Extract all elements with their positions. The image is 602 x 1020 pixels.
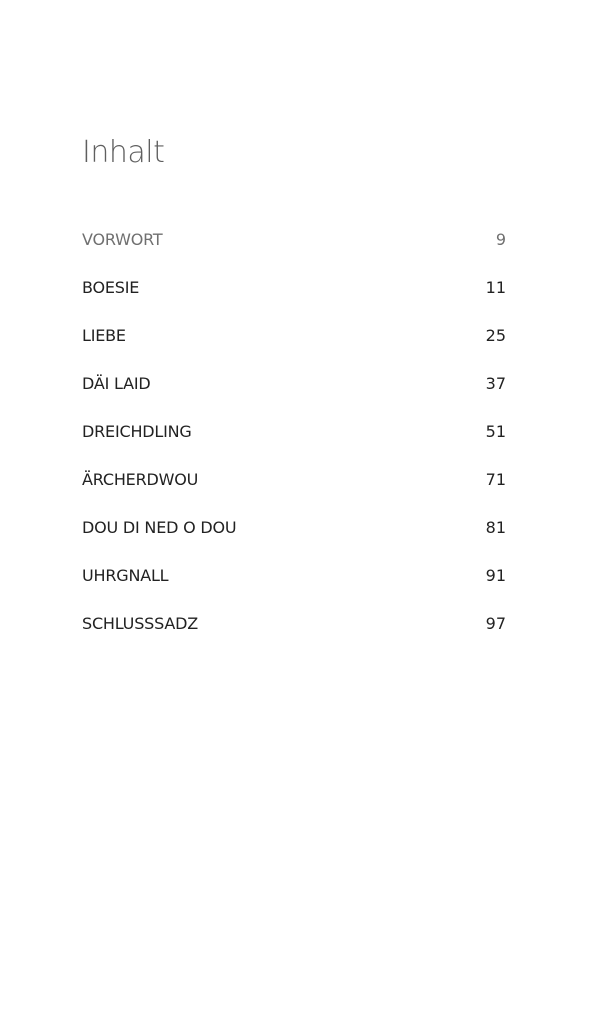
toc-entry-label: DOU DI NED O DOU [82, 517, 237, 537]
toc-entry[interactable] [82, 263, 506, 311]
toc-entry-page: 97 [485, 613, 506, 633]
toc-entry-label: BOESIE [82, 277, 140, 297]
toc-entry-page: 91 [485, 565, 506, 585]
toc-entry[interactable] [82, 551, 506, 599]
toc-entry-page: 71 [485, 469, 506, 489]
page-title: Inhalt [82, 135, 165, 170]
toc-entry-label: SCHLUSSSADZ [82, 613, 198, 633]
toc-entry-page: 11 [485, 277, 506, 297]
toc-entry-label: DÄI LAID [82, 373, 151, 393]
toc-entry-label: UHRGNALL [82, 565, 169, 585]
toc-entry-page: 51 [485, 421, 506, 441]
toc-entry-label: LIEBE [82, 325, 126, 345]
toc-entry[interactable] [82, 455, 506, 503]
toc-entry-label: DREICHDLING [82, 421, 192, 441]
toc-entry-page: 9 [495, 229, 506, 249]
toc-entry[interactable] [82, 503, 506, 551]
toc-entry[interactable] [82, 215, 506, 263]
toc-entry[interactable] [82, 407, 506, 455]
toc-entry-page: 25 [485, 325, 506, 345]
toc-entry-label: ÄRCHERDWOU [82, 469, 199, 489]
table-of-contents [82, 215, 506, 647]
toc-entry[interactable] [82, 311, 506, 359]
toc-entry-page: 37 [485, 373, 506, 393]
toc-entry[interactable] [82, 359, 506, 407]
toc-entry[interactable] [82, 599, 506, 647]
toc-entry-label: VORWORT [82, 229, 163, 249]
toc-entry-page: 81 [485, 517, 506, 537]
